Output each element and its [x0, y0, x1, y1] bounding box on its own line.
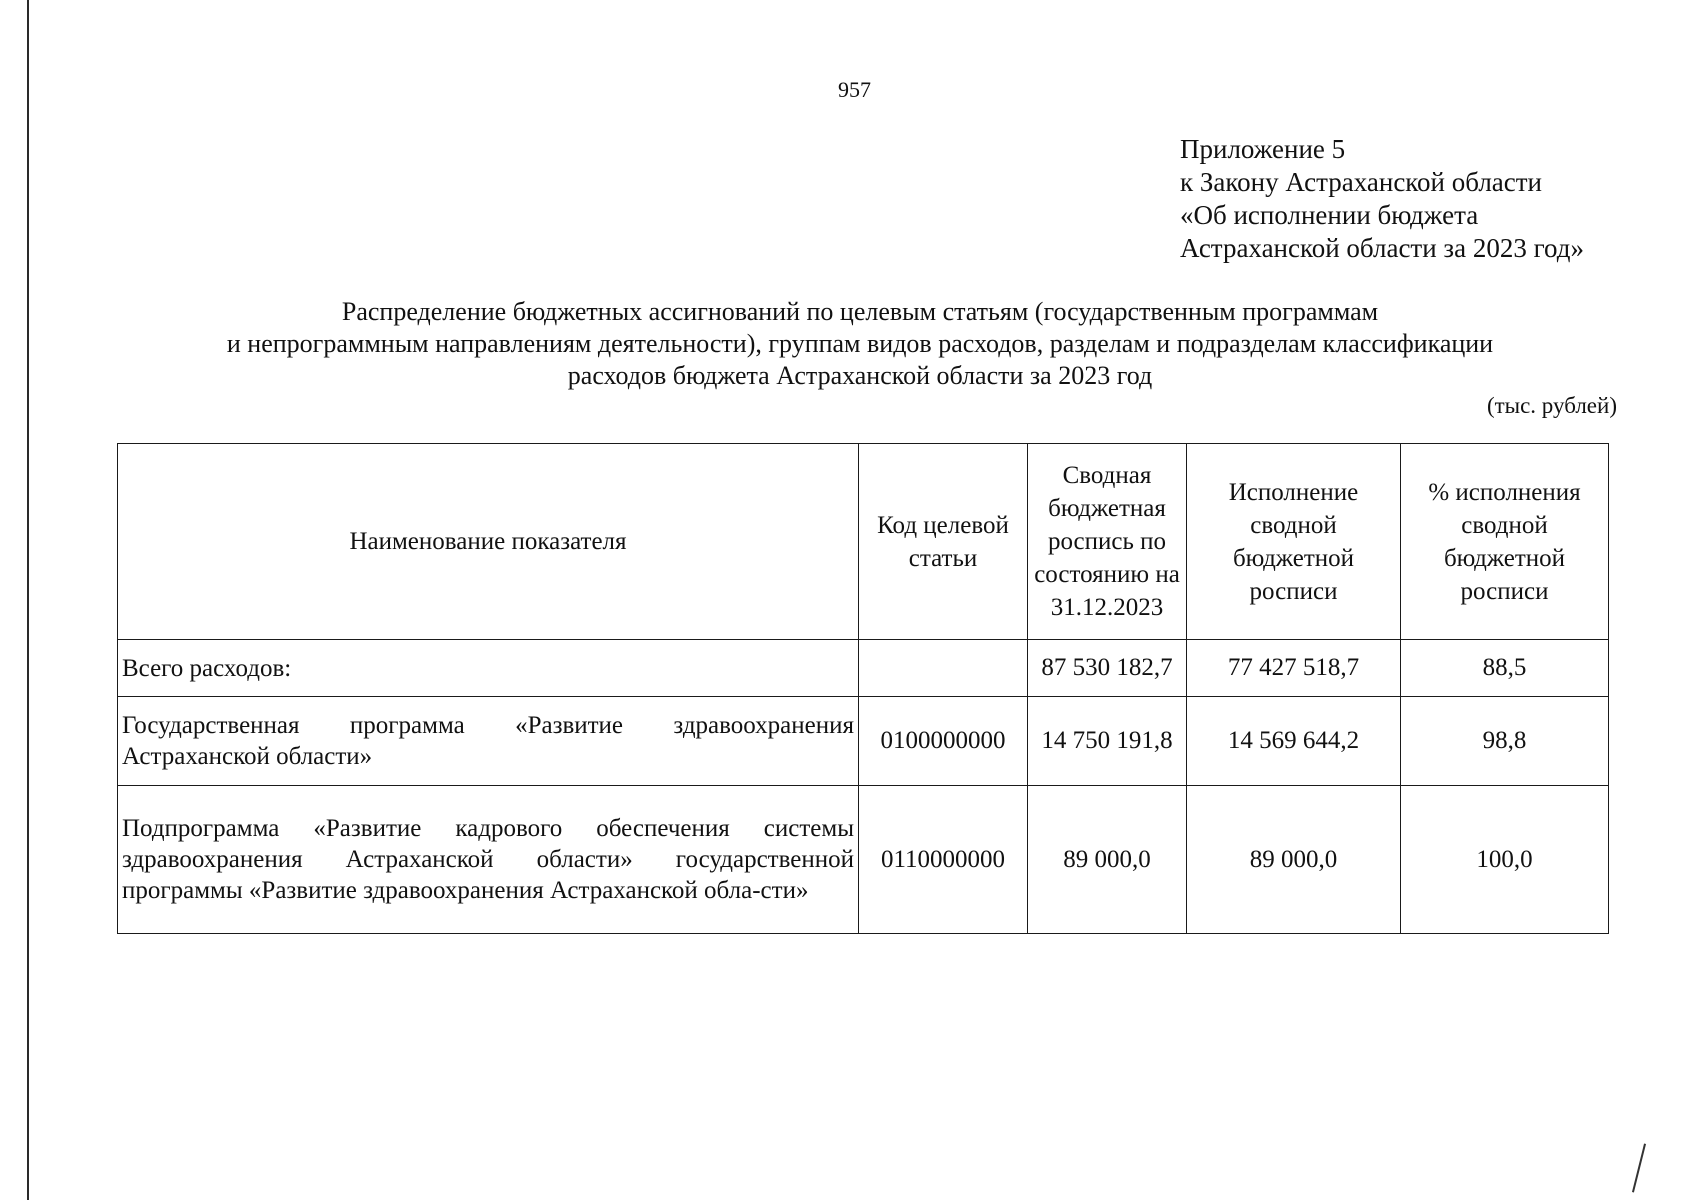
header-plan: Сводная бюджетная роспись по состоянию на 31.12.2023 [1028, 444, 1187, 640]
appendix-reference [1180, 133, 1584, 265]
row-code: 0110000000 [859, 786, 1028, 934]
document-title [120, 296, 1600, 392]
title-line: расходов бюджета Астраханской области за 2023 год [567, 361, 1153, 390]
row-code: 0100000000 [859, 697, 1028, 786]
row-exec: 77 427 518,7 [1187, 640, 1401, 697]
row-code [859, 640, 1028, 697]
appendix-line: Приложение 5 [1180, 134, 1346, 164]
appendix-line: Астраханской области за 2023 год» [1180, 233, 1584, 263]
header-exec: Исполнение сводной бюджетной росписи [1187, 444, 1401, 640]
row-name: Подпрограмма «Развитие кадрового обеспечения системы здравоохранения Астраханской области» государственной программы «Развитие здравоохранения Астраханской обла-сти» [118, 786, 859, 934]
row-exec: 14 569 644,2 [1187, 697, 1401, 786]
appendix-line: к Закону Астраханской области [1180, 167, 1543, 197]
header-name: Наименование показателя [118, 444, 859, 640]
scan-left-edge [27, 0, 29, 1200]
table-row [118, 640, 1609, 697]
pen-mark [1632, 1144, 1646, 1193]
row-plan: 89 000,0 [1028, 786, 1187, 934]
row-exec: 89 000,0 [1187, 786, 1401, 934]
row-plan: 87 530 182,7 [1028, 640, 1187, 697]
header-code: Код целевой статьи [859, 444, 1028, 640]
table-row [118, 697, 1609, 786]
row-pct: 100,0 [1401, 786, 1609, 934]
page-number: 957 [838, 77, 871, 102]
budget-table [117, 443, 1609, 934]
title-line: и непрограммным направлениям деятельности), группам видов расходов, разделам и подразделам классификации [226, 329, 1494, 358]
row-pct: 98,8 [1401, 697, 1609, 786]
row-pct: 88,5 [1401, 640, 1609, 697]
table-row [118, 786, 1609, 934]
row-name: Всего расходов: [118, 640, 859, 697]
title-line: Распределение бюджетных ассигнований по целевым статьям (государственным программам [341, 297, 1379, 326]
appendix-line: «Об исполнении бюджета [1180, 200, 1479, 230]
header-pct: % исполнения сводной бюджетной росписи [1401, 444, 1609, 640]
row-plan: 14 750 191,8 [1028, 697, 1187, 786]
units-note: (тыс. рублей) [1486, 393, 1617, 418]
table-header-row [118, 444, 1609, 640]
row-name: Государственная программа «Развитие здравоохранения Астраханской области» [118, 697, 859, 786]
